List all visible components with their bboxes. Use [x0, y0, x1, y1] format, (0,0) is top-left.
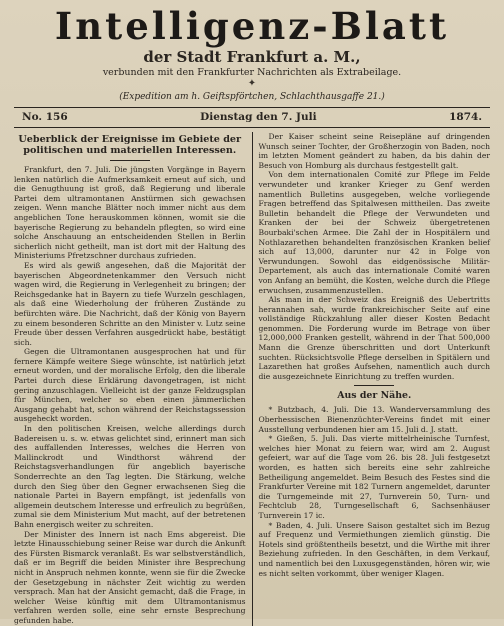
paragraph: In den politischen Kreisen, welche allerdings durch Badereisen u. s. w. etwas gelichtet sind, erinnert man sich des auffallenden Interesses, welches die Herren von Mallinckrodt und Windthorst während der Reichstagsverhandlungen für angeblich bayerische Sonderrechte an den Tag legten. Die Stärkung, welche durch den Sieg über den Gegner erwachsenen Sieg die nationale Partei in Bayern empfängt, ist jedenfalls von allgemein deutschem Interesse und erfreulich zu begrüßen, zumal sie dem Ministerium Mut macht, auf der betretenen Bahn energisch weiter zu schreiten.: [14, 424, 246, 529]
paragraph: Der Kaiser scheint seine Reisepläne auf dringenden Wunsch seiner Tochter, der Großherzogin von Baden, noch im letzten Moment geändert zu haben, da bis dahin der Besuch von Homburg als durchaus festgestellt galt.: [258, 132, 490, 170]
right-column: [252, 132, 491, 626]
ornament-icon: ✦: [247, 78, 257, 89]
paragraph: Von dem internationalen Comité zur Pflege im Felde verwundeter und kranker Krieger zu Genf werden namentlich Bulletins ausgegeben, welche vorliegende Fragen betreffend das Spitalwesen mittheilen. Das zweite Bulletin behandelt die Pflege der Verwundeten und Kranken der bei der Schweiz übergetretenen Bourbaki'schen Armee. Die Zahl der in Hospitälern und Nothlazarethen behandelten französischen Kranken belief sich auf 13,000, darunter nur 42 in Folge von Verwundungen. Sowohl das eidgenössische Militär-Departement, als auch das internationale Comité waren von Anfang an bemüht, die Kosten, welche durch die Pflege erwuchsen, zusammenzustellen.: [258, 170, 490, 295]
paragraph: Gegen die Ultramontanen ausgesprochen hat und für fernere Kämpfe weitere Siege wünschte, ist natürlich jetzt erneut worden, und der moralische Erfolg, den die liberale Partei durch diese Erklärung davongetragen, ist nicht gering anzuschlagen. Vielleicht ist der ganze Feldzugsplan für München, welcher so eben einen jämmerlichen Ausgang gehabt hat, schon während der Reichstagssession ausgeheckt worden.: [14, 347, 246, 424]
article-headline: Ueberblick der Ereignisse im Gebiete der politischen und materiellen Interessen.: [18, 134, 242, 156]
issue-number: No. 156: [22, 111, 68, 123]
masthead-expedition: (Expedition am h. Geiftspförtchen, Schlachthausgaffe 21.): [119, 92, 385, 102]
paragraph: Als man in der Schweiz das Ereigniß des Uebertritts herannahen sah, wurde frankreichischer Seite auf eine vollständige Rückzahlung aller dieser Kosten Bedacht genommen. Die Forderung wurde im Betrage von über 12,000,000 Franken gestellt, während in der That 500,000 Mann die Grenze überschritten und dort Unterkunft suchten. Rücksichtsvolle Pflege derselben in Spitälern und Lazarethen hat großes Aufsehen, namentlich auch durch die ausgezeichnete Einrichtung zu treffen wurden.: [258, 295, 490, 381]
news-item: * Gießen, 5. Juli. Das vierte mittelrheinische Turnfest, welches hier Monat zu feiern war, wird am 2. August gefeiert, war auf die Tage vom 26. bis 28. Juli festgesetzt worden, es hatten sich bereits eine sehr zahlreiche Betheiligung angemeldet. Beim Besuch des Festes sind die Frankfurter Vereine mit 182 Turnern angemeldet, darunter die Turngemeinde mit 27, Turnverein 50, Turn- und Fechtclub 28, Turngesellschaft 6, Sachsenhäuser Turnverein 17 ic.: [258, 434, 490, 520]
masthead-title: Intelligenz-Blatt: [54, 4, 450, 48]
masthead-connection: verbunden mit den Frankfurter Nachrichten als Extrabeilage.: [102, 67, 402, 78]
paragraph: Der Minister des Innern ist nach Ems abgereist. Die letzte Hinausschiebung seiner Reise war durch die Ankunft des Fürsten Bismarck veranlaßt. Es war selbstverständlich, daß er im Begriff die beiden Minister ihre Besprechung nicht in Anspruch nehmen konnte, wenn sie für die Zwecke der Gesetzgebung in nächster Zeit wichtig zu werden versprach. Man hat der Ansicht gemacht, daß die Frage, in welcher Weise künftig mit dem Ultramontanismus verfahren werden solle, eine sehr ernste Besprechung gefunden habe.: [14, 529, 246, 625]
paragraph: Es wird als gewiß angesehen, daß die Majorität der bayerischen Abgeordnetenkammer den Versuch nicht wagen wird, die Regierung in Verlegenheit zu bringen; der Reichsgedanke hat in Bayern zu tiefe Wurzeln geschlagen, als daß eine Wiederholung der früheren Zustände zu befürchten wäre. Die Nachricht, daß der König von Bayern zu einem besonderen Schritte an den Minister v. Lutz seine Freude über dessen Verfahren ausgedrückt habe, bestätigt sich.: [14, 260, 246, 347]
news-item: * Butzbach, 4. Juli. Die 13. Wanderversammlung des Oberhessischen Bienenzüchter-Vereins findet mit einer Ausstellung verbundenen hier am 15. Juli d. J. statt.: [258, 405, 490, 434]
news-item: * Baden, 4. Juli. Unsere Saison gestaltet sich im Bezug auf Frequenz und Vermiethungen ziemlich günstig. Die Hotels sind größtentheils besetzt, und die Wirthe mit ihrer Beziehung zufrieden. In den Geschäften, in dem Verkauf, und namentlich bei den Luxusgegenständen, hören wir, wie es nicht selten vorkommt, über weniger Klagen.: [258, 520, 490, 578]
article-columns: [14, 132, 490, 626]
dateline: [14, 108, 490, 125]
paragraph: Frankfurt, den 7. Juli. Die jüngsten Vorgänge in Bayern lenken natürlich die Aufmerksamkeit erneut auf sich, und die Genugthuung ist groß, daß Regierung und liberale Partei dem ultramontanen Anstürmen sich gewachsen zeigen. Wenn manche Blätter noch immer nicht aus dem angeblichen Tone herauskommen können, womit sie die bayerische Regierung zu behandeln pflegten, so wird eine solche Anschauung an entscheidenden Stellen in Berlin sicherlich nicht getheilt, man ist dort mit der Haltung des Ministeriums Pfretzschner durchaus zufrieden.: [14, 165, 246, 261]
issue-year: 1874.: [449, 111, 482, 123]
headline-separator: [110, 160, 150, 161]
section-separator: [354, 385, 394, 386]
issue-date: Dienstag den 7. Juli: [200, 111, 317, 123]
section-heading: Aus der Nähe.: [337, 390, 412, 402]
left-column: [14, 132, 252, 626]
bottom-rule: [14, 127, 490, 128]
masthead-subtitle: der Stadt Frankfurt a. M.,: [143, 48, 361, 66]
